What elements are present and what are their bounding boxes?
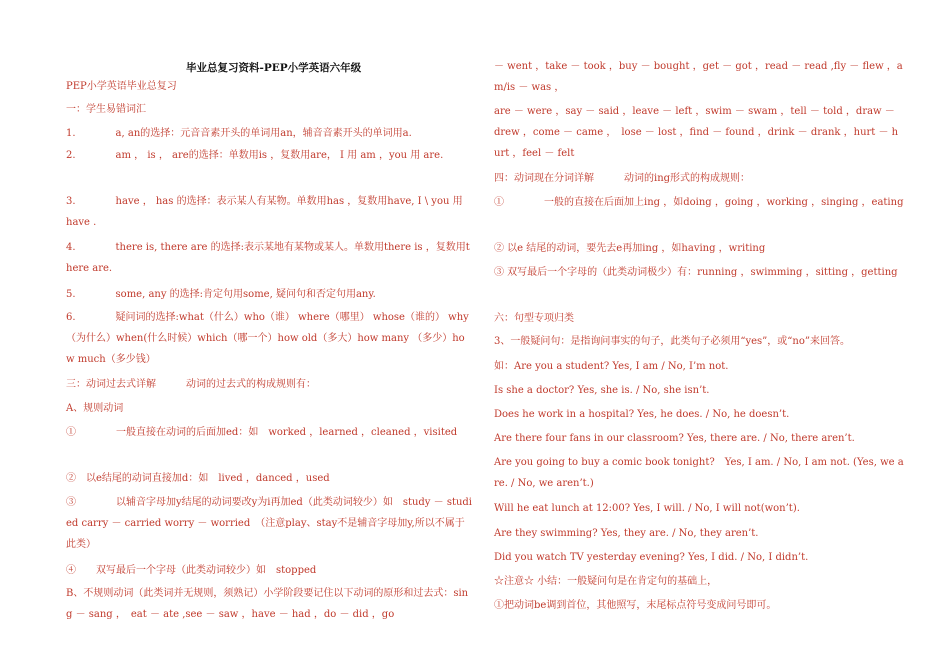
document-title: 毕业总复习资料-PEP小学英语六年级 — [186, 62, 362, 74]
text-line: 3、一般疑问句：是指询问事实的句子，此类句子必须用“yes”，或“no”来回答。 — [494, 336, 850, 347]
paragraph: ① 一般直接在动词的后面加ed：如 worked ，learned ，cleaned ，visited — [66, 427, 458, 438]
text-line: Is she a doctor? Yes, she is. / No, she isn’t. — [494, 385, 710, 396]
section-heading: A、规则动词 — [66, 403, 124, 414]
text-line: 1. a, an的选择：元音音素开头的单词用an，辅音音素开头的单词用a. — [66, 128, 412, 139]
paragraph: ① 一般的直接在后面加上ing ，如doing ，going ，working ，singing ，eating — [494, 197, 904, 208]
paragraph: Are you going to buy a comic book tonight? Yes, I am. / No, I am not. (Yes, we are. / No, we aren’t.) — [494, 457, 904, 489]
text-line: Will he eat lunch at 12:00? Yes, I will. / No, I will not(won’t). — [494, 503, 800, 514]
paragraph: B、不规则动词（此类词并无规则，须熟记）小学阶段要记住以下动词的原形和过去式：sing － sang ， eat － ate ,see － saw ，have － had ，do － did ，go — [66, 588, 469, 620]
section-heading: 四：动词现在分词详解 动词的ing形式的构成规则： — [494, 173, 751, 184]
paragraph: 4. there is, there are 的选择:表示某地有某物或某人。单数用there is ，复数用there are. — [66, 242, 470, 274]
text-line: ② 以e结尾的动词直接加d：如 lived ，danced ，used — [66, 473, 330, 484]
text-line: Did you watch TV yesterday evening? Yes, I did. / No, I didn’t. — [494, 552, 809, 563]
text-line: ② 以e 结尾的动词，要先去e再加ing ，如having ，writing — [494, 243, 766, 254]
text-line: 5. some, any 的选择:肯定句用some, 疑问句和否定句用any. — [66, 289, 376, 300]
section-heading: 三：动词过去式详解 动词的过去式的构成规则有： — [66, 379, 316, 390]
paragraph: ③ 双写最后一个字母的（此类动词极少）有：running ，swimming ，sitting ，getting — [494, 267, 898, 278]
paragraph: 6. 疑问词的选择:what（什么）who（谁） where（哪里） whose（谁的） why（为什么）when(什么时候）which（哪一个）how old（多大）how many （多少）how much（多少钱） — [66, 312, 469, 365]
section-heading: PEP小学英语毕业总复习 — [66, 81, 177, 92]
text-line: ☆注意☆ 小结：一般疑问句是在肯定句的基础上， — [494, 576, 718, 587]
section-heading: 一：学生易错词汇 — [66, 104, 146, 115]
text-line: Are there four fans in our classroom? Yes, there are. / No, there aren’t. — [494, 433, 855, 444]
text-line: ④ 双写最后一个字母（此类动词较少）如 stopped — [66, 565, 317, 576]
paragraph: － went ，take － took ，buy － bought ，get － got ，read － read ,fly － flew ，am/is － was ， — [494, 61, 903, 93]
text-line: Are they swimming? Yes, they are. / No, they aren’t. — [494, 528, 759, 539]
section-heading: 六：句型专项归类 — [494, 313, 574, 324]
text-line: ①把动词be调到首位，其他照写，末尾标点符号变成问号即可。 — [494, 600, 777, 611]
text-line: Does he work in a hospital? Yes, he does. / No, he doesn’t. — [494, 409, 790, 420]
paragraph: ③ 以辅音字母加y结尾的动词要改y为i再加ed（此类动词较少）如 study － studied carry － carried worry － worried （注意play、stay不是辅音字母加y,所以不属于此类） — [66, 497, 473, 550]
paragraph: 3. have ， has 的选择：表示某人有某物。单数用has ，复数用have, I \ you 用 have . — [66, 196, 463, 228]
text-line: 如：Are you a student? Yes, I am / No, I’m not. — [494, 361, 729, 372]
paragraph: 2. am ， is ， are的选择：单数用is ，复数用are， I 用 am ，you 用 are. — [66, 150, 444, 161]
paragraph: are － were ，say － said ，leave － left ，swim － swam ，tell － told ，draw － drew ，come － came ， lose － lost ，find － found ，drink － drank ，hurt － hurt ，feel － felt — [494, 106, 899, 159]
